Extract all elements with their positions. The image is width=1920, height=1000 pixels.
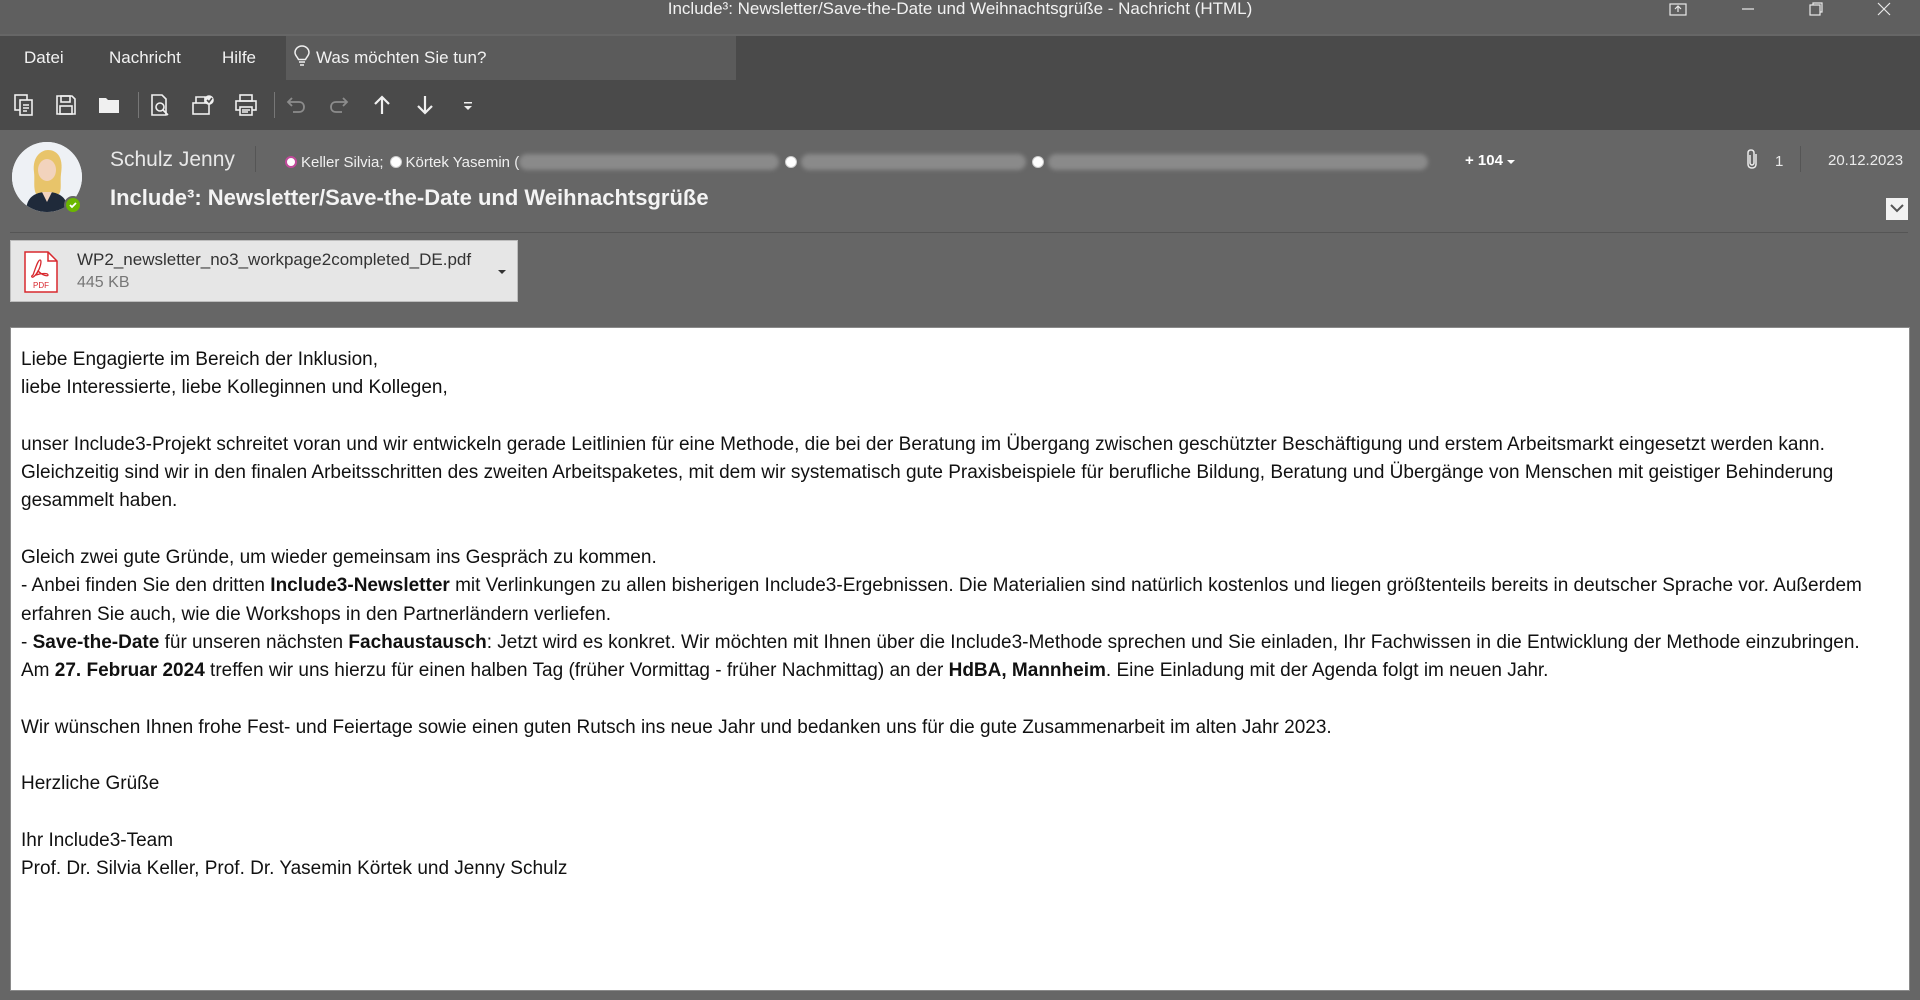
expand-header-button[interactable] [1886,198,1908,220]
toolbar-separator [274,92,275,118]
closing-line: Herzliche Grüße [21,773,160,795]
window-title: Include³: Newsletter/Save-the-Date und Weihnachtsgrüße - Nachricht (HTML) [667,0,1253,18]
recipient-status-icon [390,156,402,168]
attachment-options-icon[interactable] [497,263,507,281]
send-receive-icon[interactable] [188,90,218,120]
attachment-filename: WP2_newsletter_no3_workpage2completed_DE.pdf [77,250,472,269]
menu-datei[interactable]: Datei [24,48,64,67]
signature-line: Prof. Dr. Silvia Keller, Prof. Dr. Yasemin Körtek und Jenny Schulz [21,858,568,880]
recipient-status-icon [1032,156,1044,168]
redacted-recipient [519,154,779,170]
copy-icon[interactable] [9,90,39,120]
menu-nachricht[interactable]: Nachricht [109,48,181,67]
print-preview-icon[interactable] [145,90,175,120]
tell-me-search[interactable] [286,36,736,80]
attachment-chip[interactable] [10,240,518,302]
restore-down-icon[interactable] [1650,0,1706,18]
close-icon[interactable] [1856,0,1912,18]
bullet-save-the-date: - Save-the-Date für unseren nächsten Fachaustausch: Jetzt wird es konkret. Wir möchten mit Ihnen über die Include3-Methode sprechen und Sie einladen, Ihr Fachwissen in die Entwicklung der Methode einzubringen. Am 27. Februar 2024 treffen wir uns hierzu für einen halben Tag (früher Vormittag - früher Nachmittag) an der HdBA, Mannheim. Eine Einladung mit der Agenda folgt im neuen Jahr. [21,631,1860,682]
redacted-recipient [801,154,1026,170]
attachment-count: 1 [1775,152,1784,170]
recipient-status-icon [785,156,797,168]
menu-bar [0,36,1920,80]
minimize-icon[interactable] [1720,0,1776,18]
more-recipients-button[interactable] [1465,152,1515,169]
chevron-down-icon [1889,200,1905,218]
message-subject: Include³: Newsletter/Save-the-Date und Weihnachtsgrüße [110,185,709,210]
signature-line: Ihr Include3-Team [21,830,174,852]
more-recipients-count: + 104 [1465,152,1503,169]
message-body[interactable] [10,327,1910,991]
paperclip-icon [1745,148,1761,174]
save-icon[interactable] [51,90,81,120]
greeting-line: liebe Interessierte, liebe Kolleginnen und Kollegen, [21,377,448,399]
maximize-icon[interactable] [1788,0,1844,18]
previous-item-icon[interactable] [367,90,397,120]
header-separator [1800,146,1801,172]
quick-access-toolbar [0,80,1920,130]
attachment-size: 445 KB [77,274,130,291]
tell-me-placeholder: Was möchten Sie tun? [316,48,487,67]
redo-icon[interactable] [324,90,354,120]
chevron-down-icon [1507,152,1515,169]
redacted-recipient [1048,154,1428,170]
message-header [0,130,1920,232]
attachment-indicator [1745,148,1783,174]
message-body-text [21,346,1891,884]
recipient-status-icon [285,156,297,168]
title-bar [0,0,1920,34]
recipients-list [285,152,1428,172]
body-paragraph: Gleich zwei gute Gründe, um wieder gemeinsam ins Gespräch zu kommen. [21,547,657,569]
recipient-keller[interactable]: Keller Silvia; [301,153,384,171]
customize-toolbar-icon[interactable] [453,90,483,120]
svg-text:PDF: PDF [33,281,49,290]
folder-icon[interactable] [94,90,124,120]
header-separator [255,146,256,172]
sent-date: 20.12.2023 [1828,152,1904,169]
undo-icon[interactable] [281,90,311,120]
lightbulb-icon [294,45,310,72]
next-item-icon[interactable] [410,90,440,120]
pdf-file-icon [24,251,58,293]
recipient-koertek[interactable]: Körtek Yasemin ( [405,153,520,171]
presence-available-icon [64,196,82,214]
print-icon[interactable] [231,90,261,120]
greeting-line: Liebe Engagierte im Bereich der Inklusion, [21,349,378,370]
menu-hilfe[interactable]: Hilfe [222,48,257,67]
header-divider [10,232,1908,233]
toolbar-separator [138,92,139,118]
body-paragraph: Wir wünschen Ihnen frohe Fest- und Feiertage sowie einen guten Rutsch ins neue Jahr und bedanken uns für die gute Zusammenarbeit im alten Jahr 2023. [21,716,1332,738]
sender-name[interactable]: Schulz Jenny [110,148,235,171]
body-paragraph: unser Include3-Projekt schreitet voran und wir entwickeln gerade Leitlinien für eine Methode, die bei der Beratung im Übergang zwischen geschützter Beschäftigung und erstem Arbeitsmarkt eingesetzt werden kann. Gleichzeitig sind wir in den finalen Arbeitsschritten des zweiten Arbeitspaketes, mit dem wir systematisch gute Praxisbeispiele für berufliche Bildung, Beratung und Übergänge von Menschen mit geistiger Behinderung gesammelt haben. [21,433,1834,512]
bullet-newsletter: - Anbei finden Sie den dritten Include3-Newsletter mit Verlinkungen zu allen bisherigen Include3-Ergebnissen. Die Materialien sind natürlich kostenlos und liegen größtenteils bereits in deutscher Sprache vor. Außerdem erfahren Sie auch, wie die Workshops in den Partnerländern verliefen. [21,575,1862,625]
